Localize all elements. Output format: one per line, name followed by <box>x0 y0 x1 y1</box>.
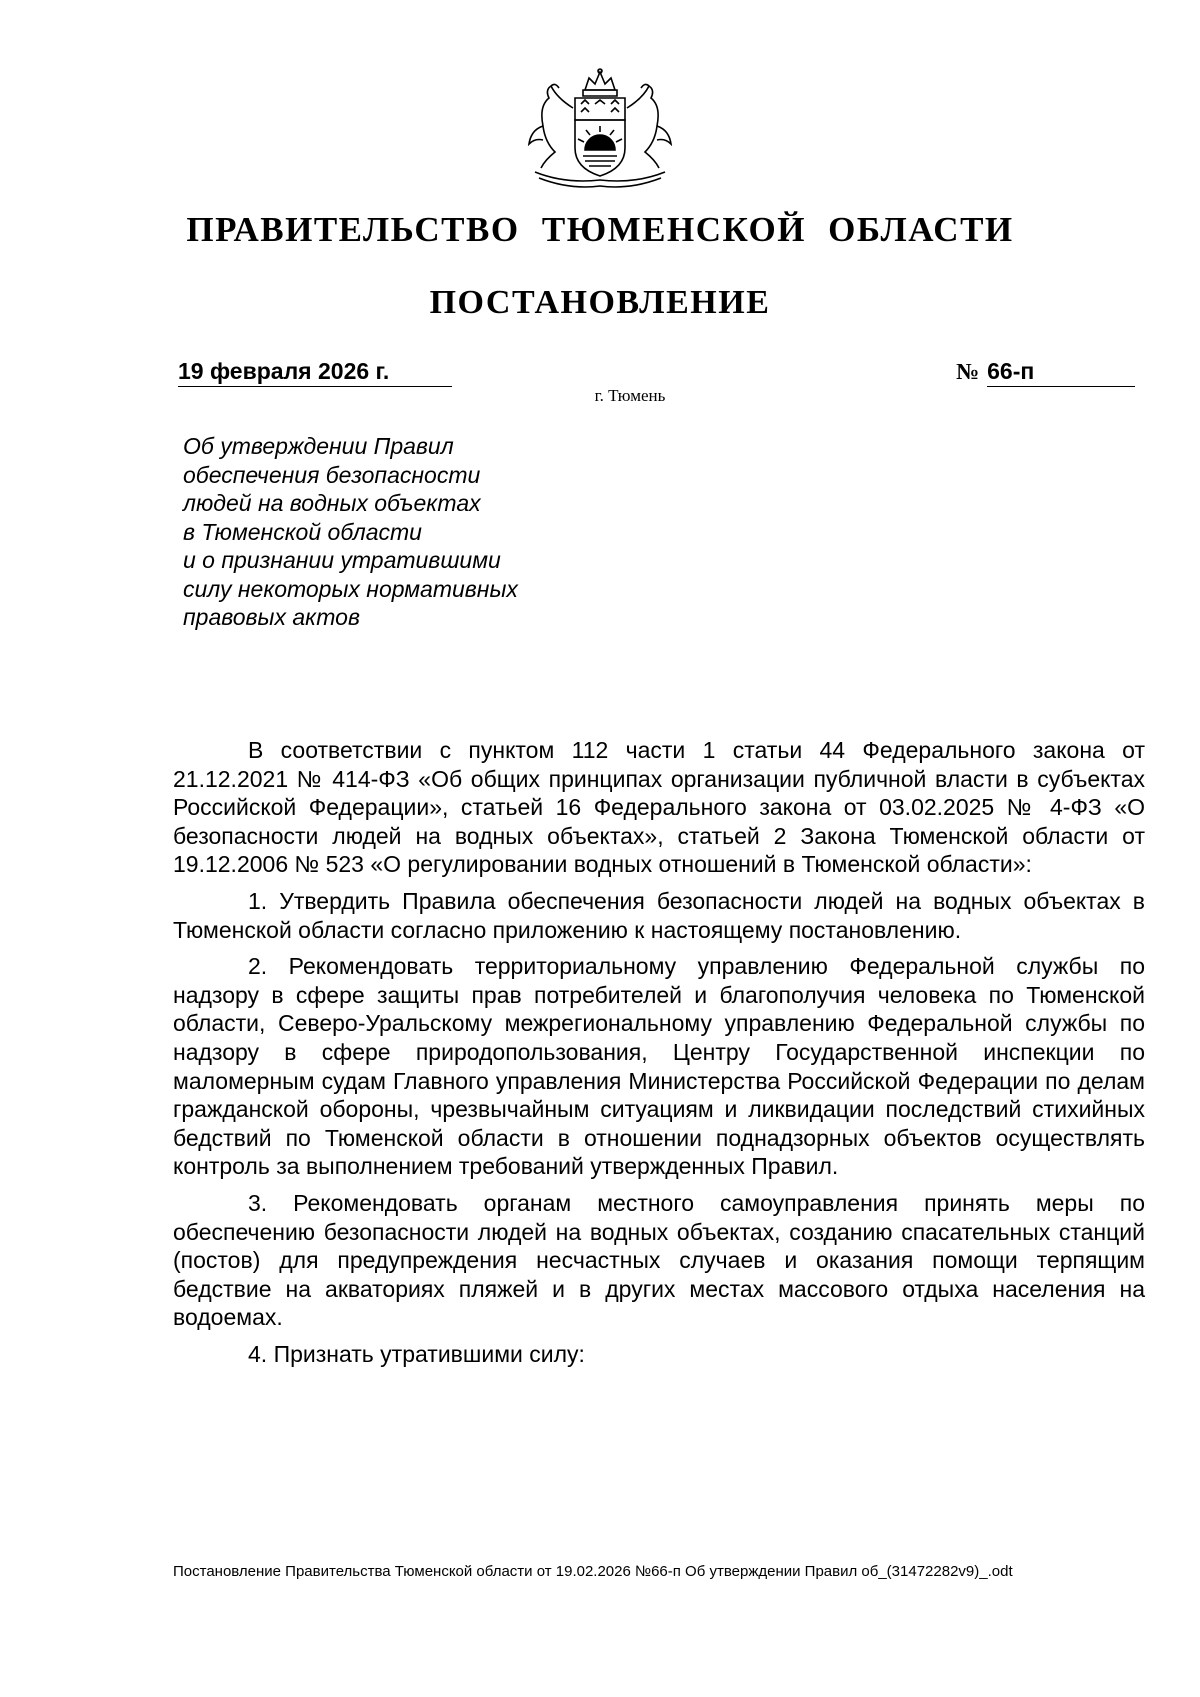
document-subject <box>183 432 518 632</box>
subject-line: людей на водных объектах <box>183 490 481 516</box>
document-body <box>173 736 1145 1376</box>
document-date: 19 февраля 2026 г. <box>178 358 452 387</box>
subject-line: правовых актов <box>183 604 360 630</box>
clause-1: 1. Утвердить Правила обеспечения безопасности людей на водных объектах в Тюменской области согласно приложению к настоящему постановлению. <box>173 887 1145 943</box>
city: г. Тюмень <box>594 386 666 405</box>
document-number <box>956 358 1135 387</box>
subject-line: в Тюменской области <box>183 518 422 545</box>
number-value: 66-п <box>987 358 1135 387</box>
subject-line: обеспечения безопасности <box>183 461 481 488</box>
number-sign: № <box>956 359 980 384</box>
subject-line: и о признании утратившими <box>183 547 501 573</box>
subject-line: силу некоторых нормативных <box>183 575 518 602</box>
clause-3: 3. Рекомендовать органам местного самоуправления принять меры по обеспечению безопасности людей на водных объектах, созданию спасательных станций (постов) для предупреждения несчастных случаев и оказания помощи терпящим бедствие на акваториях пляжей и в других местах массового отдыха населения на водоемах. <box>173 1189 1145 1331</box>
clause-2: 2. Рекомендовать территориальному управлению Федеральной службы по надзору в сфере защиты прав потребителей и благополучия человека по Тюменской области, Северо-Уральскому межрегиональному управлению Федеральной службы по надзору в сфере природопользования, Центру Государственной инспекции по маломерным судам Главного управления Министерства Российской Федерации по делам гражданской обороны, чрезвычайным ситуациям и ликвидации последствий стихийных бедствий по Тюменской области в отношении поднадзорных объектов осуществлять контроль за выполнением требований утвержденных Правил. <box>173 953 1145 1180</box>
subject-line: Об утверждении Правил <box>183 433 454 459</box>
document-type: ПОСТАНОВЛЕНИЕ <box>429 284 771 321</box>
coat-of-arms-icon <box>515 68 685 190</box>
page-footer: Постановление Правительства Тюменской области от 19.02.2026 №66-п Об утверждении Правил об_(31472282v9)_.odt <box>173 1563 1013 1580</box>
preamble-paragraph: В соответствии с пунктом 112 части 1 статьи 44 Федерального закона от 21.12.2021 № 414-ФЗ «Об общих принципах организации публичной власти в субъектах Российской Федерации», статьей 16 Федерального закона от 03.02.2025 № 4-ФЗ «О безопасности людей на водных объектах», статьей 2 Закона Тюменской области от 19.12.2006 № 523 «О регулировании водных отношений в Тюменской области»: <box>173 737 1145 878</box>
clause-4: 4. Признать утратившими силу: <box>248 1340 585 1367</box>
government-title: ПРАВИТЕЛЬСТВО ТЮМЕНСКОЙ ОБЛАСТИ <box>186 210 1014 249</box>
